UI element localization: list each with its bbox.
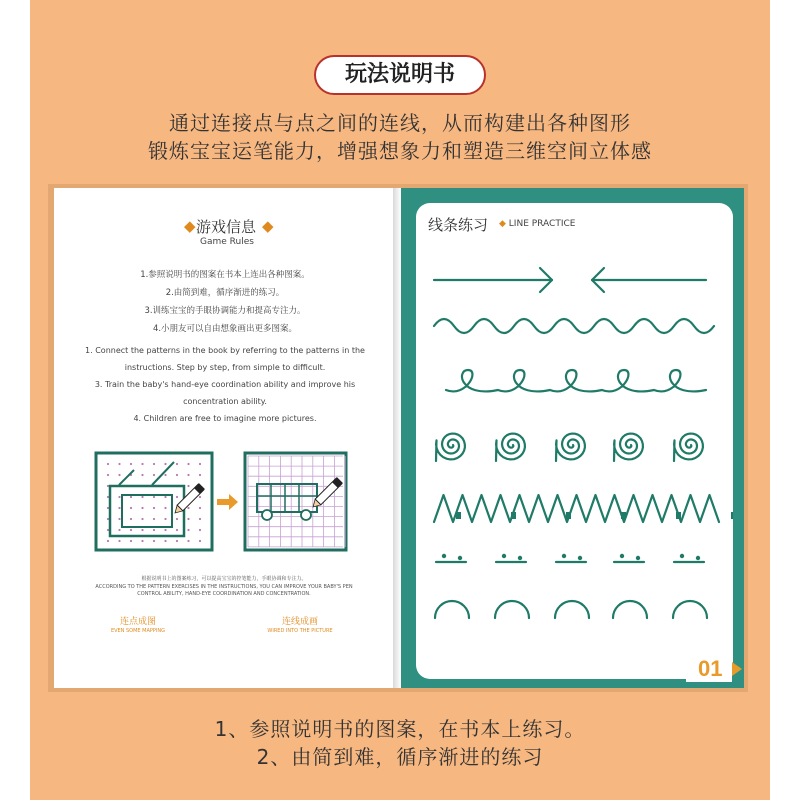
example-illustrations <box>92 450 350 554</box>
rule-en-5: 4. Children are free to imagine more pictures. <box>133 414 317 423</box>
game-info-title: 游戏信息 <box>196 218 257 236</box>
arrow-row <box>434 268 706 292</box>
line-practice-subtitle-text: LINE PRACTICE <box>508 219 576 229</box>
footer-line-1: 1、参照说明书的图案，在书本上练习。 <box>214 717 586 741</box>
caption-en-1: ACCORDING TO THE PATTERN EXERCISES IN THE INSTRUCTIONS, YOU CAN IMPROVE YOUR BABY'S PEN <box>95 584 353 590</box>
left-page <box>54 188 397 688</box>
label-connect-dots-en: EVEN SOME MAPPING <box>110 628 166 634</box>
rule-en-4: concentration ability. <box>183 397 267 406</box>
caption-cn: 根据说明书上的图案练习，可以提高宝宝的控笔能力，手眼协调和专注力。 <box>141 576 307 582</box>
rule-cn-2: 2.由简到难，循序渐进的练习。 <box>165 288 285 298</box>
dash-dot-row <box>436 554 704 562</box>
wave-row <box>434 319 714 333</box>
headline-line-1: 通过连接点与点之间的连线，从而构建出各种图形 <box>169 111 631 135</box>
caption-en-2: CONTROL ABILITY, HAND-EYE COORDINATION AND CONCENTRATION. <box>137 591 311 597</box>
diamond-icon-left: ◆ <box>184 217 196 235</box>
instructions-badge: 玩法说明书 <box>314 55 486 95</box>
footer-line-2: 2、由简到难，循序渐进的练习 <box>256 745 544 769</box>
rule-en-3: 3. Train the baby's hand-eye coordination ability and improve his <box>94 380 356 389</box>
grid-paper-panel <box>245 453 346 550</box>
line-practice-subtitle <box>499 219 575 229</box>
loop-row <box>446 370 706 391</box>
line-practice-patterns <box>416 250 733 630</box>
rule-cn-3: 3.训练宝宝的手眼协调能力和提高专注力。 <box>144 306 306 316</box>
diamond-icon-right: ◆ <box>262 217 274 235</box>
arch-row <box>435 601 707 618</box>
rule-cn-1: 1.参照说明书的图案在书本上连出各种图案。 <box>140 270 310 280</box>
rule-en-1: 1. Connect the patterns in the book by referring to the patterns in the <box>85 346 365 355</box>
line-practice-title: 线条练习 <box>428 216 489 234</box>
game-rules-subtitle: Game Rules <box>200 237 254 247</box>
headline-line-2: 锻炼宝宝运笔能力，增强想象力和塑造三维空间立体感 <box>148 139 652 163</box>
book-fold <box>393 188 401 688</box>
page-number: 01 <box>698 656 723 681</box>
label-connect-lines-en: WIRED INTO THE PICTURE <box>267 628 333 634</box>
rule-en-2: instructions. Step by step, from simple to difficult. <box>124 363 326 372</box>
label-connect-lines: 连线成画 <box>281 617 318 627</box>
diamond-icon: ◆ <box>499 219 506 229</box>
rule-cn-4: 4.小朋友可以自由想象画出更多图案。 <box>152 324 298 334</box>
label-connect-dots: 连点成图 <box>119 617 156 627</box>
dot-grid-panel <box>96 453 212 550</box>
spiral-row <box>436 434 703 461</box>
